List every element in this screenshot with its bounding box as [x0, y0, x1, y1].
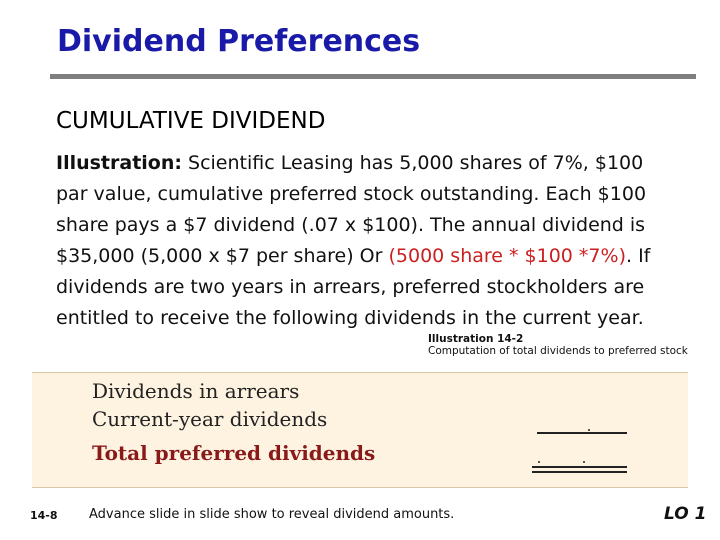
paragraph-text-2: . If dividends are two years in arrears, preferred stockholders are entitled to receive the following dividends in the current year. — [56, 245, 651, 329]
amount-placeholder-dot — [588, 429, 590, 431]
amount-placeholder-dot — [538, 461, 540, 463]
illustration-caption — [428, 333, 718, 373]
row-total-preferred-dividends: Total preferred dividends — [92, 441, 376, 465]
slide-show-note: Advance slide in slide show to reveal dividend amounts. — [89, 507, 455, 522]
amount-placeholder-dot — [583, 461, 585, 463]
subtotal-rule — [537, 432, 627, 434]
learning-objective: LO 1 — [664, 504, 707, 524]
formula-highlight: (5000 share * $100 *7%) — [388, 245, 626, 267]
paragraph-text-1: Scientific Leasing has 5,000 shares of 7%, $100 par value, cumulative preferred stock outstanding. Each $100 share pays a $7 dividend (.07 x $100). The annual dividend is $35,000 (5,000 x $7 per share) Or — [56, 152, 647, 267]
illustration-paragraph — [56, 148, 666, 334]
title-divider — [50, 74, 696, 79]
section-heading: CUMULATIVE DIVIDEND — [56, 108, 326, 134]
page-number: 14-8 — [30, 509, 58, 522]
illustration-number: Illustration 14-2 — [428, 333, 524, 345]
row-current-year-dividends: Current-year dividends — [92, 407, 328, 431]
illustration-description: Computation of total dividends to preferred stock — [428, 345, 688, 357]
dividend-table — [32, 372, 688, 488]
total-double-rule-top — [532, 466, 627, 468]
slide-title: Dividend Preferences — [57, 24, 421, 59]
total-double-rule-bottom — [532, 471, 627, 473]
row-dividends-in-arrears: Dividends in arrears — [92, 379, 300, 403]
illustration-label: Illustration: — [56, 152, 182, 174]
